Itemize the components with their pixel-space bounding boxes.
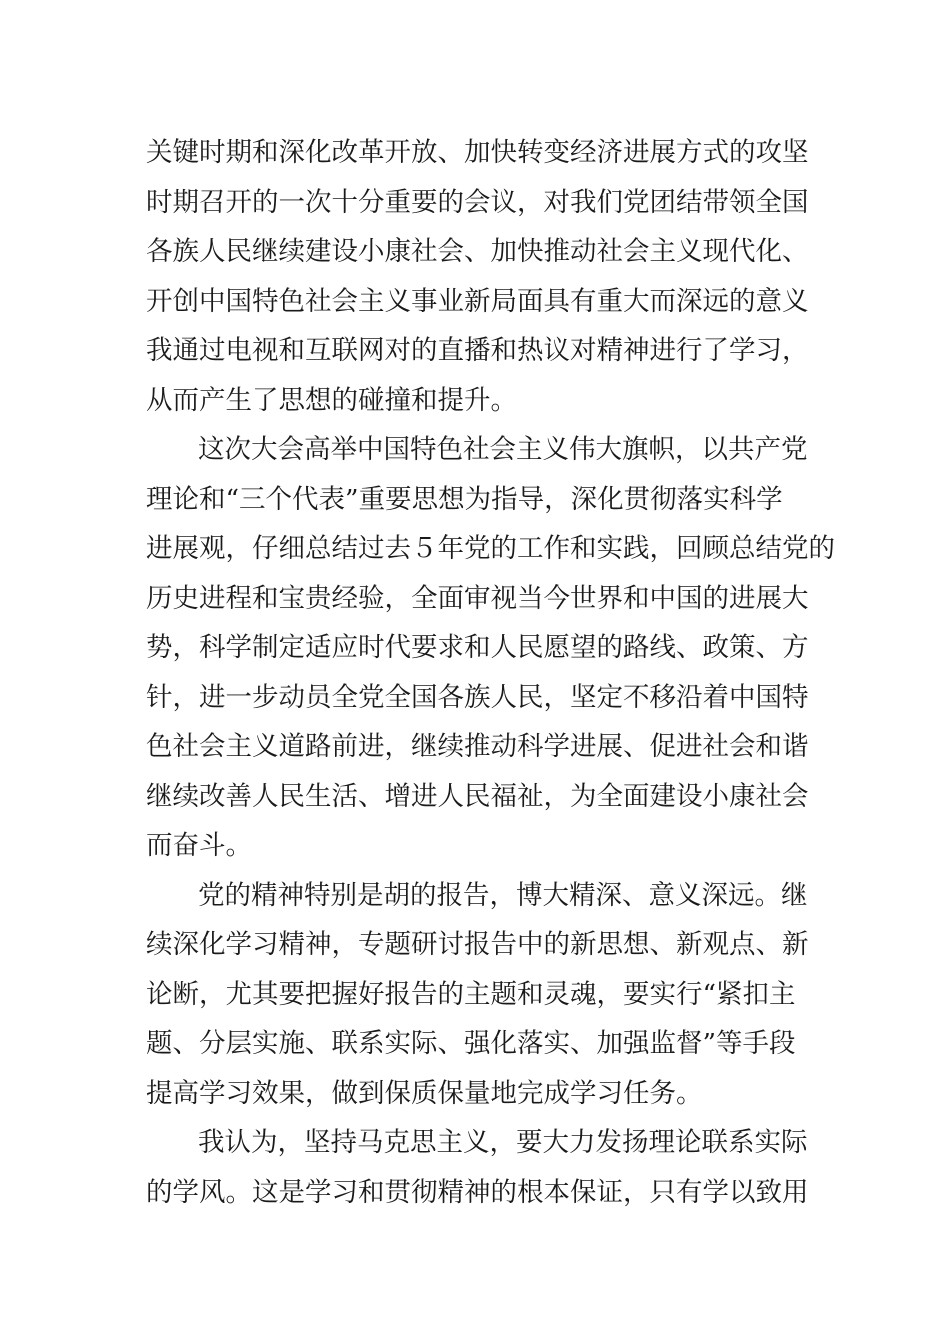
- text-line: 色社会主义道路前进，继续推动科学进展、促进社会和谐: [146, 731, 809, 762]
- text-line: 关键时期和深化改革开放、加快转变经济进展方式的攻坚: [146, 137, 809, 168]
- text-line: 我通过电视和互联网对的直播和热议对精神进行了学习，: [146, 335, 809, 366]
- text-line: 而奋斗。: [146, 830, 252, 861]
- text-line: 势，科学制定适应时代要求和人民愿望的路线、政策、方: [146, 632, 809, 663]
- text-line: 继续改善人民生活、增进人民福祉，为全面建设小康社会: [146, 780, 809, 812]
- text-line: 的学风。这是学习和贯彻精神的根本保证，只有学以致用: [146, 1176, 809, 1208]
- text-line: 提高学习效果，做到保质保量地完成学习任务。: [146, 1077, 703, 1109]
- text-line: 时期召开的一次十分重要的会议，对我们党团结带领全国: [146, 186, 809, 218]
- text-line: 针，进一步动员全党全国各族人民，坚定不移沿着中国特: [146, 681, 809, 713]
- paragraph-first-line: 这次大会高举中国特色社会主义伟大旗帜，以共产党: [198, 434, 808, 465]
- text-line: 各族人民继续建设小康社会、加快推动社会主义现代化、: [146, 236, 809, 267]
- text-line: 论断，尤其要把握好报告的主题和灵魂，要实行“紧扣主: [146, 978, 796, 1010]
- paragraph-first-line: 我认为，坚持马克思主义，要大力发扬理论联系实际: [198, 1127, 808, 1158]
- document-body: [146, 128, 835, 1217]
- text-line: 历史进程和宝贵经验，全面审视当今世界和中国的进展大: [146, 582, 809, 614]
- text-line: 进展观，仔细总结过去５年党的工作和实践，回顾总结党的: [146, 533, 835, 564]
- text-line: 题、分层实施、联系实际、强化落实、加强监督”等手段: [146, 1028, 796, 1059]
- text-line: 理论和“三个代表”重要思想为指导，深化贯彻落实科学: [146, 483, 783, 515]
- paragraph-first-line: 党的精神特别是胡的报告，博大精深、意义深远。继: [198, 879, 808, 911]
- text-line: 续深化学习精神，专题研讨报告中的新思想、新观点、新: [146, 929, 809, 960]
- text-line: 开创中国特色社会主义事业新局面具有重大而深远的意义: [146, 285, 809, 317]
- text-line: 从而产生了思想的碰撞和提升。: [146, 384, 517, 416]
